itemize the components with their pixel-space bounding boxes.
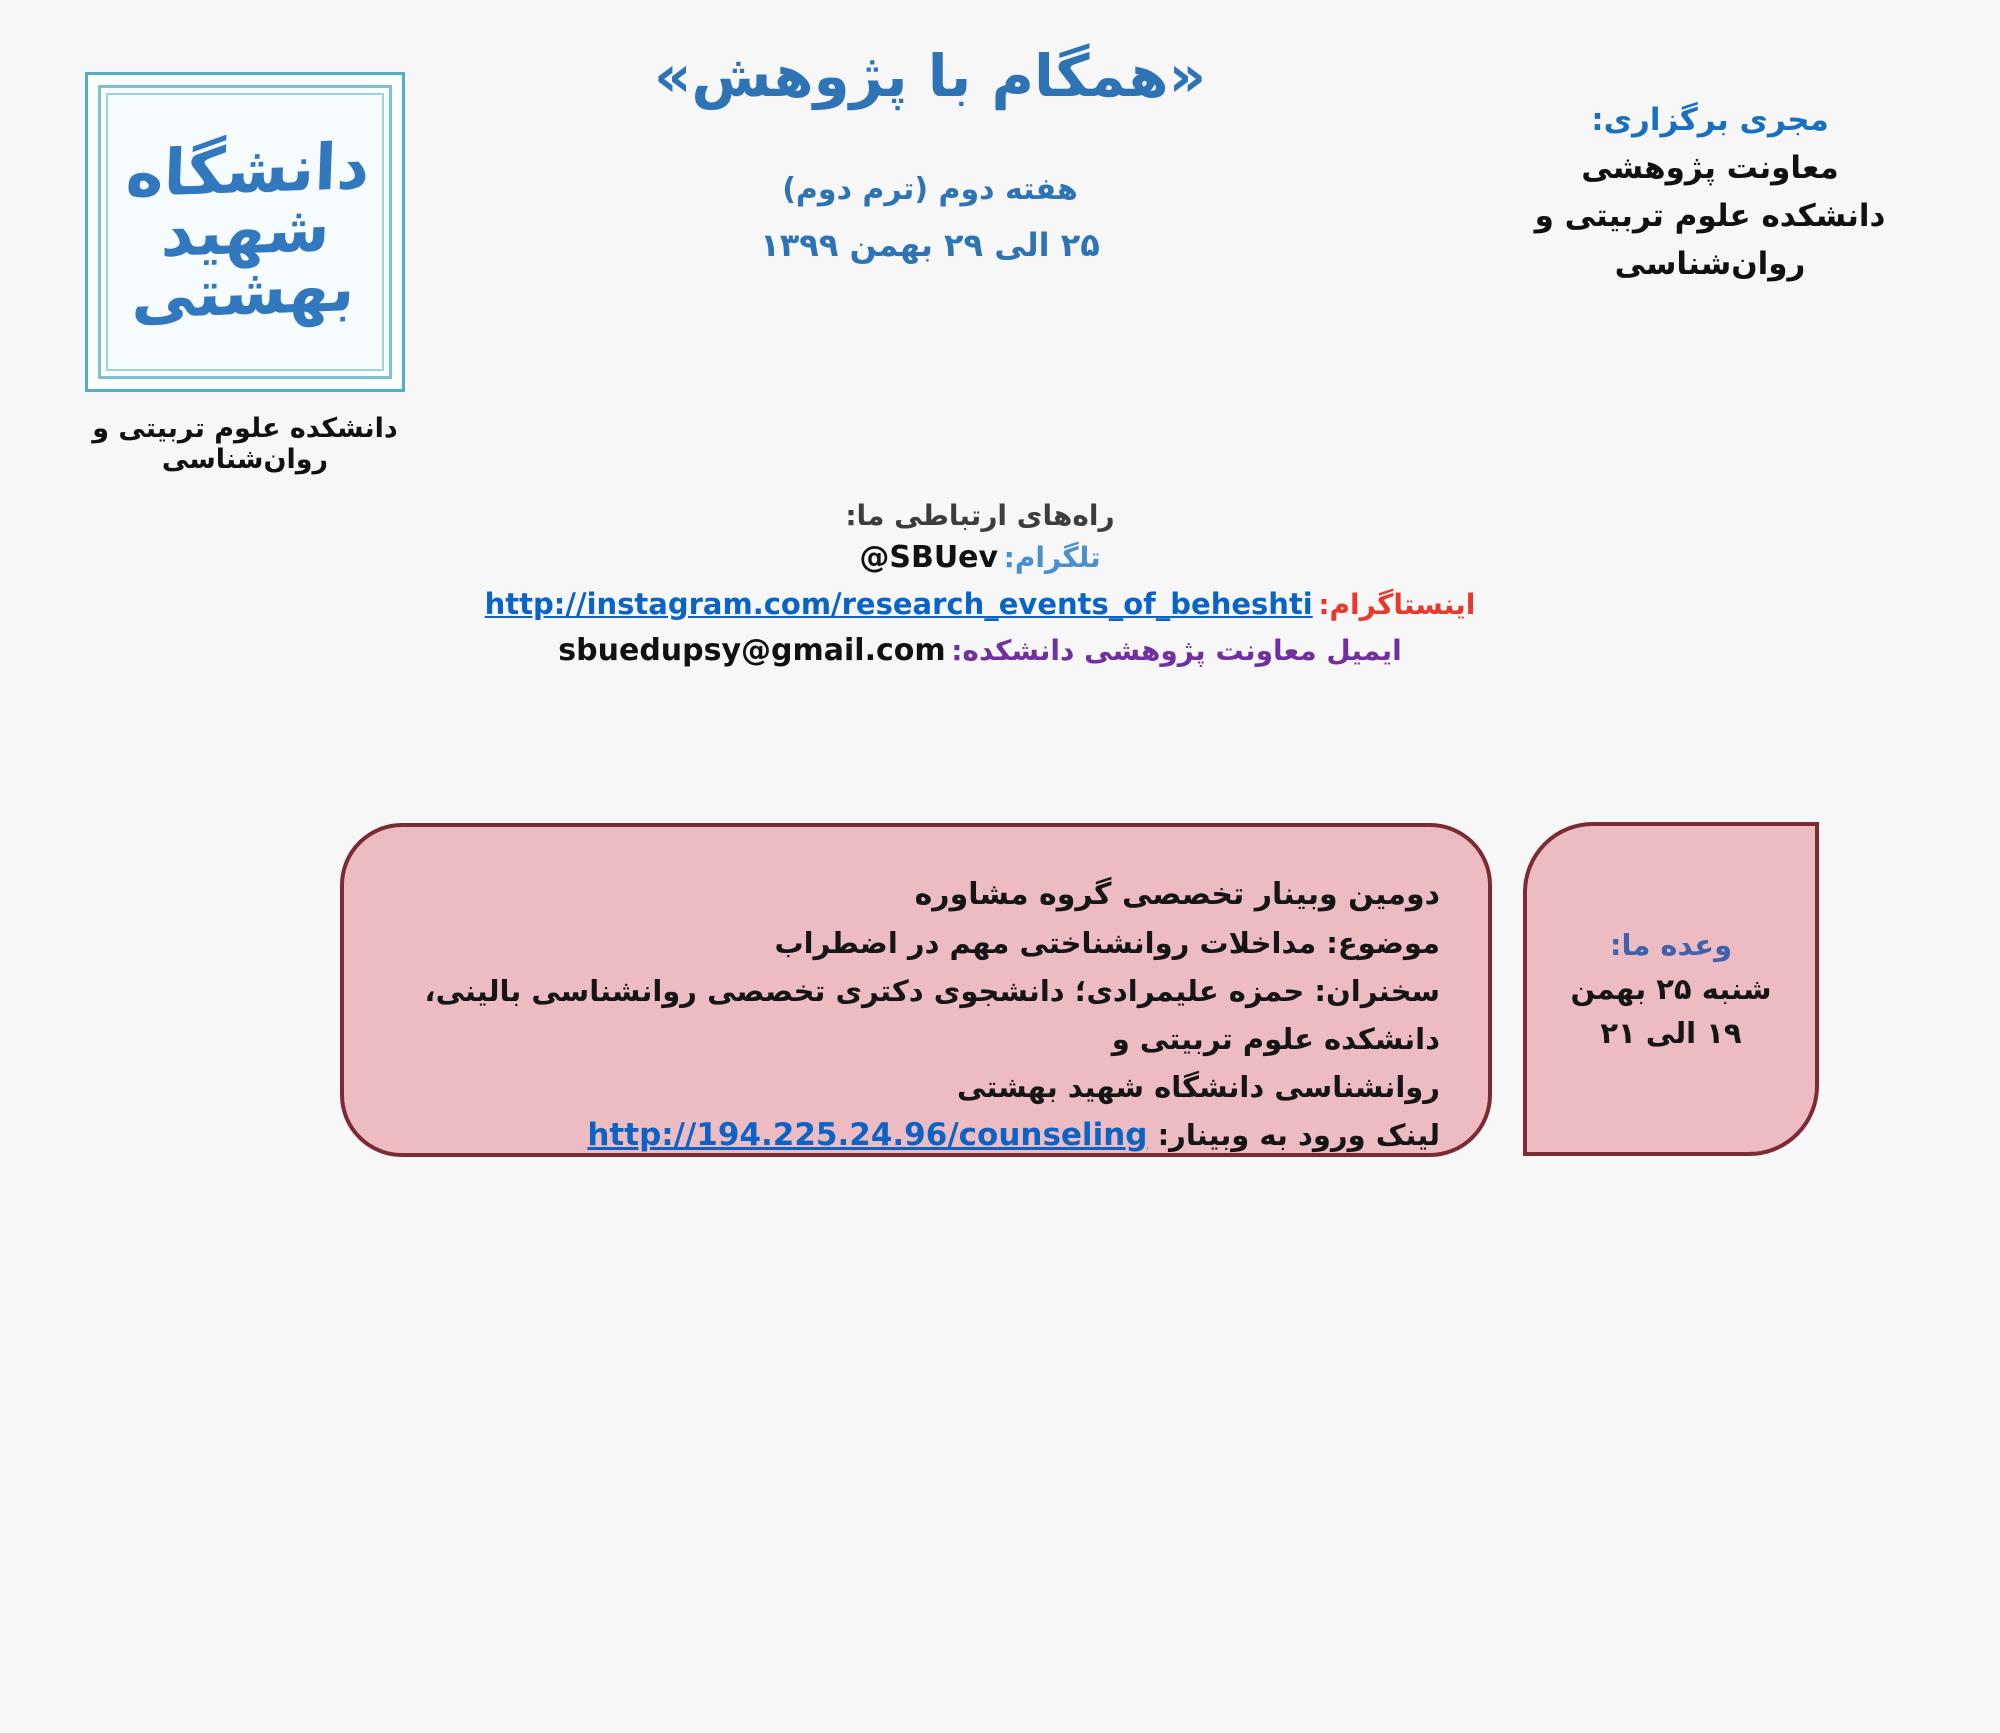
instagram-link[interactable]: http://instagram.com/research_events_of_beheshti: [484, 587, 1313, 621]
webinar-link-line: [384, 1111, 1440, 1159]
logo-word-3: بهشتی: [130, 251, 356, 334]
telegram-handle: @SBUev: [859, 540, 999, 575]
telegram-label: تلگرام:: [1003, 541, 1101, 574]
webinar-speaker-line-1: سخنران: حمزه علیمرادی؛ دانشجوی دکتری تخصصی روانشناسی بالینی، دانشکده علوم تربیتی و: [424, 974, 1440, 1056]
organizer-label: مجری برگزاری:: [1591, 102, 1829, 138]
schedule-heading: وعده ما:: [1609, 928, 1733, 962]
university-logo-calligraphy: [120, 129, 371, 334]
university-logo-frame: [98, 85, 392, 379]
instagram-line: [460, 583, 1500, 630]
webinar-link-label: لینک ورود به وبینار:: [1157, 1118, 1440, 1152]
logo-word-1: دانشگاه: [124, 129, 371, 213]
contact-heading: راه‌های ارتباطی ما:: [845, 499, 1115, 532]
faculty-caption: دانشکده علوم تربیتی و روان‌شناسی: [92, 413, 398, 475]
organizer-line-2: دانشکده علوم تربیتی و روان‌شناسی: [1534, 198, 1886, 282]
logo-word-2: شهید: [159, 191, 331, 272]
telegram-line: [460, 537, 1500, 583]
page-subtitle: هفته دوم (ترم دوم): [782, 172, 1078, 207]
webinar-speaker-line-2: روانشناسی دانشگاه شهید بهشتی: [956, 1070, 1440, 1104]
email-line: [460, 630, 1500, 676]
organizer-block: [1440, 96, 1980, 288]
schedule-box: [1523, 822, 1819, 1156]
email-address: sbuedupsy@gmail.com: [558, 633, 946, 668]
university-logo: [85, 72, 405, 392]
event-date-range: ۲۵ الی ۲۹ بهمن ۱۳۹۹: [760, 226, 1100, 264]
schedule-date: شنبه ۲۵ بهمن: [1570, 972, 1772, 1006]
webinar-topic: موضوع: مداخلات روانشناختی مهم در اضطراب: [774, 926, 1440, 960]
instagram-label: اینستاگرام:: [1318, 588, 1476, 621]
webinar-title: دومین وبینار تخصصی گروه مشاوره: [914, 877, 1440, 912]
organizer-line-1: معاونت پژوهشی: [1581, 150, 1839, 186]
page-title: «همگام با پژوهش»: [653, 42, 1207, 110]
webinar-box: [340, 823, 1492, 1157]
contact-block: [460, 495, 1500, 676]
email-label: ایمیل معاونت پژوهشی دانشکده:: [951, 634, 1402, 667]
webinar-entry-link[interactable]: http://194.225.24.96/counseling: [587, 1117, 1148, 1153]
schedule-time: ۱۹ الی ۲۱: [1600, 1016, 1742, 1050]
